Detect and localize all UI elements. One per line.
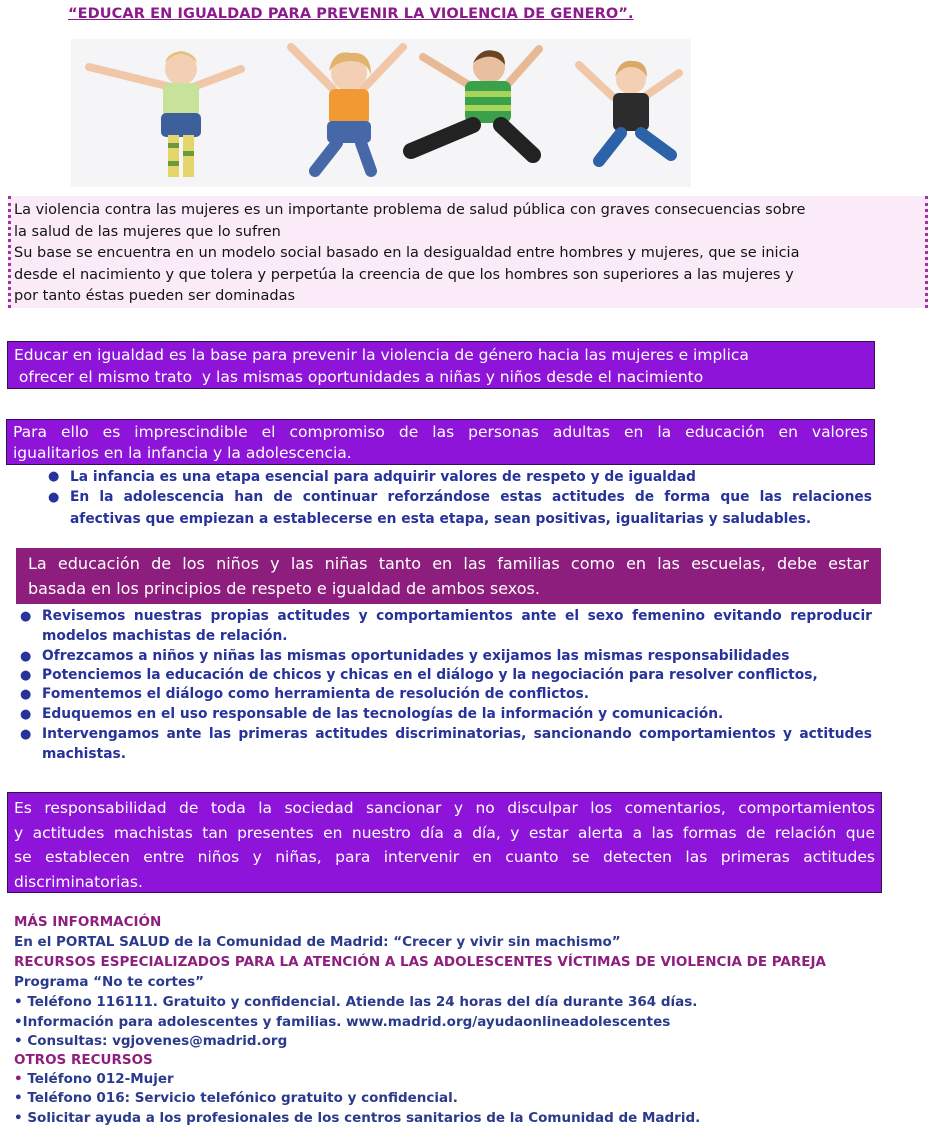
intro-line: Su base se encuentra en un modelo social basado en la desigualdad entre hombres y mujeres, que se inicia <box>14 245 800 261</box>
program-name: Programa “No te cortes” <box>14 974 205 990</box>
box3-line: La educación de los niños y las niñas tanto en las familias como en las escuelas, debe estar <box>28 554 869 573</box>
box2-line: igualitarios en la infancia y la adolescencia. <box>13 444 352 462</box>
email-contact[interactable]: • Consultas: vgjovenes@madrid.org <box>14 1033 288 1049</box>
intro-line: por tanto éstas pueden ser dominadas <box>14 288 296 304</box>
intro-line: desde el nacimiento y que tolera y perpetúa la creencia de que los hombres son superiores a las mujeres y <box>14 266 794 283</box>
page-title: “EDUCAR EN IGUALDAD PARA PREVENIR LA VIOLENCIA DE GENERO”. <box>68 6 634 22</box>
adult-commitment-box <box>6 419 875 465</box>
list-item-continuation: afectivas que empiezan a establecerse en esta etapa, sean positivas, igualitarias y saludables. <box>70 511 812 527</box>
children-illustration <box>71 39 691 187</box>
list-item-continuation: machistas. <box>42 746 126 762</box>
phone-016: • Teléfono 016: Servicio telefónico gratuito y confidencial. <box>14 1090 458 1106</box>
family-school-box <box>16 548 881 604</box>
bullet-icon: ● <box>20 609 32 624</box>
list-item: Revisemos nuestras propias actitudes y comportamientos ante el sexo femenino evitando reproducir <box>42 608 872 624</box>
box2-line: Para ello es imprescindible el compromiso de las personas adultas en la educación en valores <box>13 423 868 441</box>
box3-line: basada en los principios de respeto e igualdad de ambos sexos. <box>28 579 540 598</box>
bullet-icon: ● <box>20 727 32 742</box>
bullet-icon: ● <box>48 469 60 484</box>
list-item: Ofrezcamos a niños y niñas las mismas oportunidades y exijamos las mismas responsabilidades <box>42 648 790 664</box>
health-centers-help: • Solicitar ayuda a los profesionales de los centros sanitarios de la Comunidad de Madrid. <box>14 1110 701 1126</box>
intro-line: La violencia contra las mujeres es un importante problema de salud pública con graves consecuencias sobre <box>14 202 806 218</box>
resources-heading: RECURSOS ESPECIALIZADOS PARA LA ATENCIÓN A LAS ADOLESCENTES VÍCTIMAS DE VIOLENCIA DE PAREJA <box>14 954 826 970</box>
more-info-heading: MÁS INFORMACIÓN <box>14 914 162 930</box>
phone-012-item <box>14 1071 174 1087</box>
list-item: La infancia es una etapa esencial para adquirir valores de respeto y de igualdad <box>70 469 696 485</box>
bullet-icon: ● <box>48 490 60 505</box>
bullet-icon: ● <box>20 707 32 722</box>
box4-line: se establecen entre niños y niñas, para intervenir en cuanto se detecten las primeras actitudes <box>14 848 875 866</box>
portal-salud-link[interactable]: En el PORTAL SALUD de la Comunidad de Madrid: “Crecer y vivir sin machismo” <box>14 934 621 950</box>
bullet-icon: ● <box>20 668 32 683</box>
box4-line: Es responsabilidad de toda la sociedad sancionar y no disculpar los comentarios, comportamientos <box>14 799 875 817</box>
list-item: Eduquemos en el uso responsable de las tecnologías de la información y comunicación. <box>42 706 724 722</box>
jumping-children-photo <box>71 39 691 187</box>
list-item: En la adolescencia han de continuar reforzándose estas actitudes de forma que las relaciones <box>70 489 872 505</box>
society-responsibility-box <box>7 792 882 893</box>
box1-line: Educar en igualdad es la base para prevenir la violencia de género hacia las mujeres e implica <box>14 346 749 364</box>
phone-116111: • Teléfono 116111. Gratuito y confidencial. Atiende las 24 horas del día durante 364 días. <box>14 994 698 1010</box>
box1-line: ofrecer el mismo trato y las mismas oportunidades a niñas y niños desde el nacimiento <box>14 368 704 386</box>
intro-text <box>14 200 894 308</box>
list-item: Intervengamos ante las primeras actitudes discriminatorias, sancionando comportamientos y actitudes <box>42 726 872 742</box>
box4-line: y actitudes machistas tan presentes en nuestro día a día, y estar alerta a las formas de relación que <box>14 823 875 842</box>
intro-line: la salud de las mujeres que lo sufren <box>14 223 281 240</box>
list-item-continuation: modelos machistas de relación. <box>42 628 288 644</box>
box4-line: discriminatorias. <box>14 872 143 891</box>
web-info-link[interactable]: •Información para adolescentes y familias. www.madrid.org/ayudaonlineadolescentes <box>14 1014 671 1030</box>
list-item: Potenciemos la educación de chicos y chicas en el diálogo y la negociación para resolver conflictos, <box>42 667 818 683</box>
bullet-icon: ● <box>20 687 32 702</box>
bullet-icon: • <box>14 1071 28 1087</box>
phone-012: Teléfono 012-Mujer <box>27 1071 174 1087</box>
bullet-icon: ● <box>20 649 32 664</box>
equality-base-box <box>7 341 875 389</box>
list-item: Fomentemos el diálogo como herramienta de resolución de conflictos. <box>42 686 589 702</box>
other-resources-heading: OTROS RECURSOS <box>14 1052 153 1068</box>
